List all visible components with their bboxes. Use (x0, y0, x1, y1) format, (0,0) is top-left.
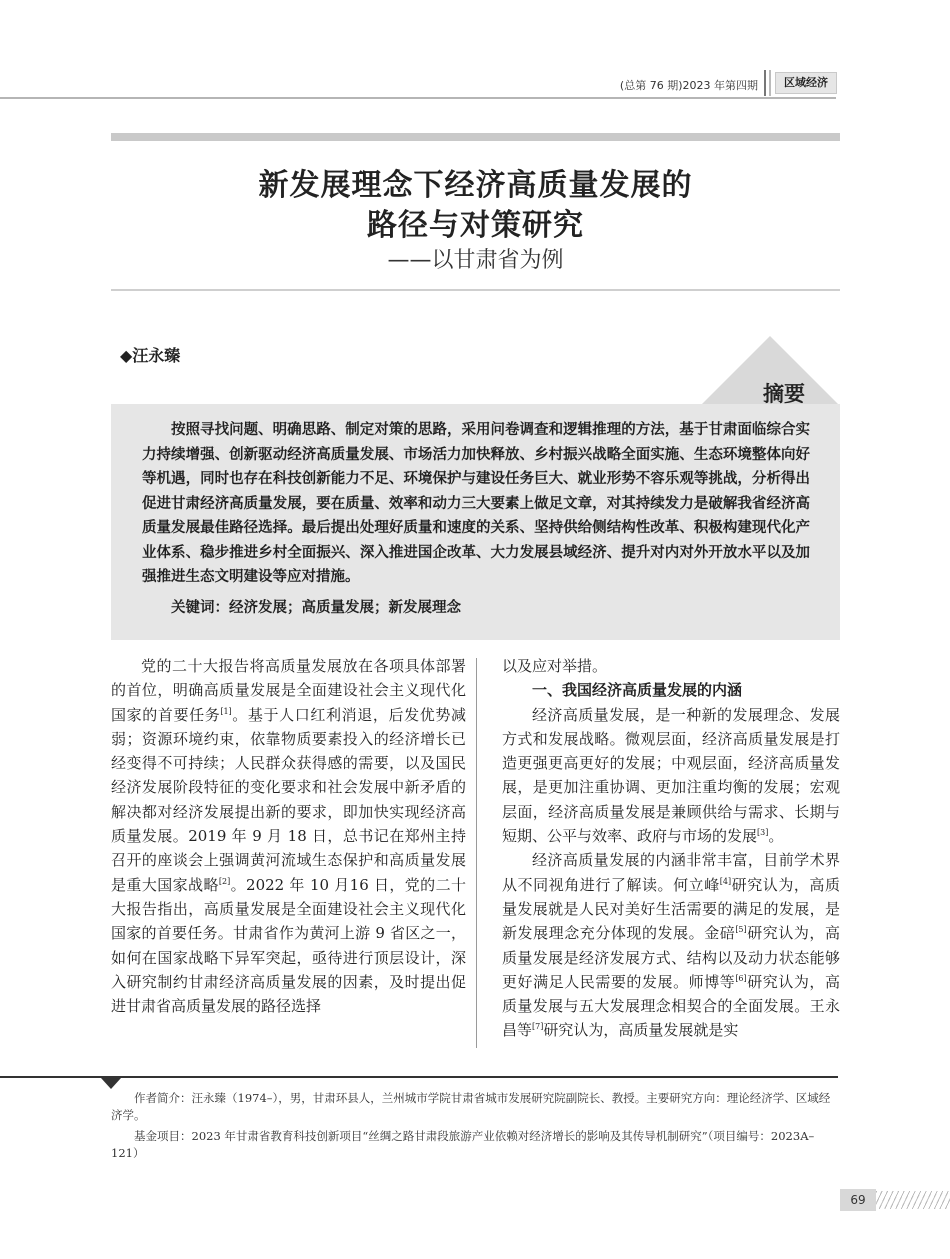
body-paragraph (502, 848, 840, 1042)
body-paragraph (502, 703, 840, 849)
footnote-rule (0, 1076, 838, 1078)
header-divider-light (769, 70, 771, 96)
citation-3: [3] (757, 828, 769, 838)
body-column-left (111, 654, 466, 1018)
title-bottom-rule (111, 289, 840, 291)
citation-2: [2] (218, 876, 231, 886)
citation-7: [7] (532, 1022, 544, 1032)
author-bio-footnote: 作者简介：汪永臻（1974–），男，甘肃环县人，兰州城市学院甘肃省城市发展研究院副院长、教授。主要研究方向：理论经济学、区域经济学。 (111, 1091, 831, 1122)
text-span: 研究认为，高质量发展就是实 (543, 1021, 739, 1040)
section-tag: 区域经济 (775, 72, 837, 94)
body-paragraph (111, 654, 466, 1018)
citation-6: [6] (735, 973, 747, 983)
header-rule (0, 97, 836, 99)
text-span: 。基于人口红利消退，后发优势减弱；资源环境约束，依靠物质要素投入的经济增长已经变得不可持续；人民群众获得感的需要，以及国民经济发展阶段特征的变化要求和社会发展中新矛盾的解决都对经济发展提出新的要求，即加快实现经济高质量发展。2019 年 9 月 18 日，总书记在郑州主持召开的座谈会上强调黄河流域生态保护和高质量发展是重大国家战略 (111, 705, 466, 894)
author-name: ◆汪永臻 (120, 346, 181, 365)
text-span: 。 (768, 827, 784, 846)
issue-info: (总第 76 期)2023 年第四期 (619, 79, 758, 92)
header-divider (764, 70, 766, 96)
page-number-hatch (876, 1191, 950, 1209)
abstract-keywords: 关键词：经济发展；高质量发展；新发展理念 (171, 599, 461, 616)
page-number: 69 (840, 1189, 876, 1211)
text-span: 。2022 年 10 月16 日，党的二十大报告指出，高质量发展是全面建设社会主义现代化国家的首要任务。甘肃省作为黄河上游 9 省区之一，如何在国家战略下异军突起，亟待进行顶层设计，深入研究制约甘肃经济高质量发展的因素，及时提出促进甘肃省高质量发展的路径选择 (111, 875, 466, 1016)
column-divider (476, 658, 477, 1048)
citation-4: [4] (719, 876, 732, 886)
abstract-label: 摘要 (763, 382, 805, 406)
article-subtitle: ——以甘肃省为例 (387, 248, 564, 273)
abstract-text: 按照寻找问题、明确思路、制定对策的思路，采用问卷调查和逻辑推理的方法，基于甘肃面临综合实力持续增强、创新驱动经济高质量发展、市场活力加快释放、乡村振兴战略全面实施、生态环境整体向好等机遇，同时也存在科技创新能力不足、环境保护与建设任务巨大、就业形势不容乐观等挑战，分析得出促进甘肃经济高质量发展，要在质量、效率和动力三大要素上做足文章，对其持续发力是破解我省经济高质量发展最佳路径选择。最后提出处理好质量和速度的关系、坚持供给侧结构性改革、积极构建现代化产业体系、稳步推进乡村全面振兴、深入推进国企改革、大力发展县域经济、提升对内对外开放水平以及加强推进生态文明建设等应对措施。 (142, 421, 810, 585)
text-span: 党的二十大报告将高质量发展放在各项具体部署的首位，明确高质量发展是全面建设社会主义现代化国家的首要任务 (111, 657, 466, 724)
article-title-line1: 新发展理念下经济高质量发展的 (258, 168, 693, 203)
text-span: 经济高质量发展的内涵非常丰富，目前学术界从不同视角进行了解读。何立峰 (502, 851, 840, 894)
section-heading: 一、我国经济高质量发展的内涵 (532, 681, 743, 700)
citation-5: [5] (735, 925, 747, 935)
funding-footnote: 基金项目：2023 年甘肃省教育科技创新项目“丝绸之路甘肃段旅游产业依赖对经济增长的影响及其传导机制研究”（项目编号：2023A–121） (111, 1129, 815, 1160)
title-top-bar (111, 133, 840, 141)
body-paragraph-continued: 以及应对举措。 (502, 657, 608, 675)
text-span: 研究认为，高质量发展是经济发展方式、结构以及动力状态能够更好满足人民需要的发展。师博等 (502, 924, 840, 991)
footnote-marker-triangle (101, 1078, 121, 1089)
text-span: 经济高质量发展，是一种新的发展理念、发展方式和发展战略。微观层面，经济高质量发展是打造更强更高更好的发展；中观层面，经济高质量发展，是更加注重协调、更加注重均衡的发展；宏观层面，经济高质量发展是兼顾供给与需求、长期与短期、公平与效率、政府与市场的发展 (502, 705, 840, 846)
article-title-line2: 路径与对策研究 (367, 208, 584, 243)
citation-1: [1] (220, 706, 232, 716)
body-column-right (502, 654, 840, 1043)
text-span: 研究认为，高质量发展与五大发展理念相契合的全面发展。王永昌等 (502, 972, 840, 1040)
text-span: 研究认为，高质量发展就是人民对美好生活需要的满足的发展，是新发展理念充分体现的发展。金碚 (502, 875, 840, 943)
